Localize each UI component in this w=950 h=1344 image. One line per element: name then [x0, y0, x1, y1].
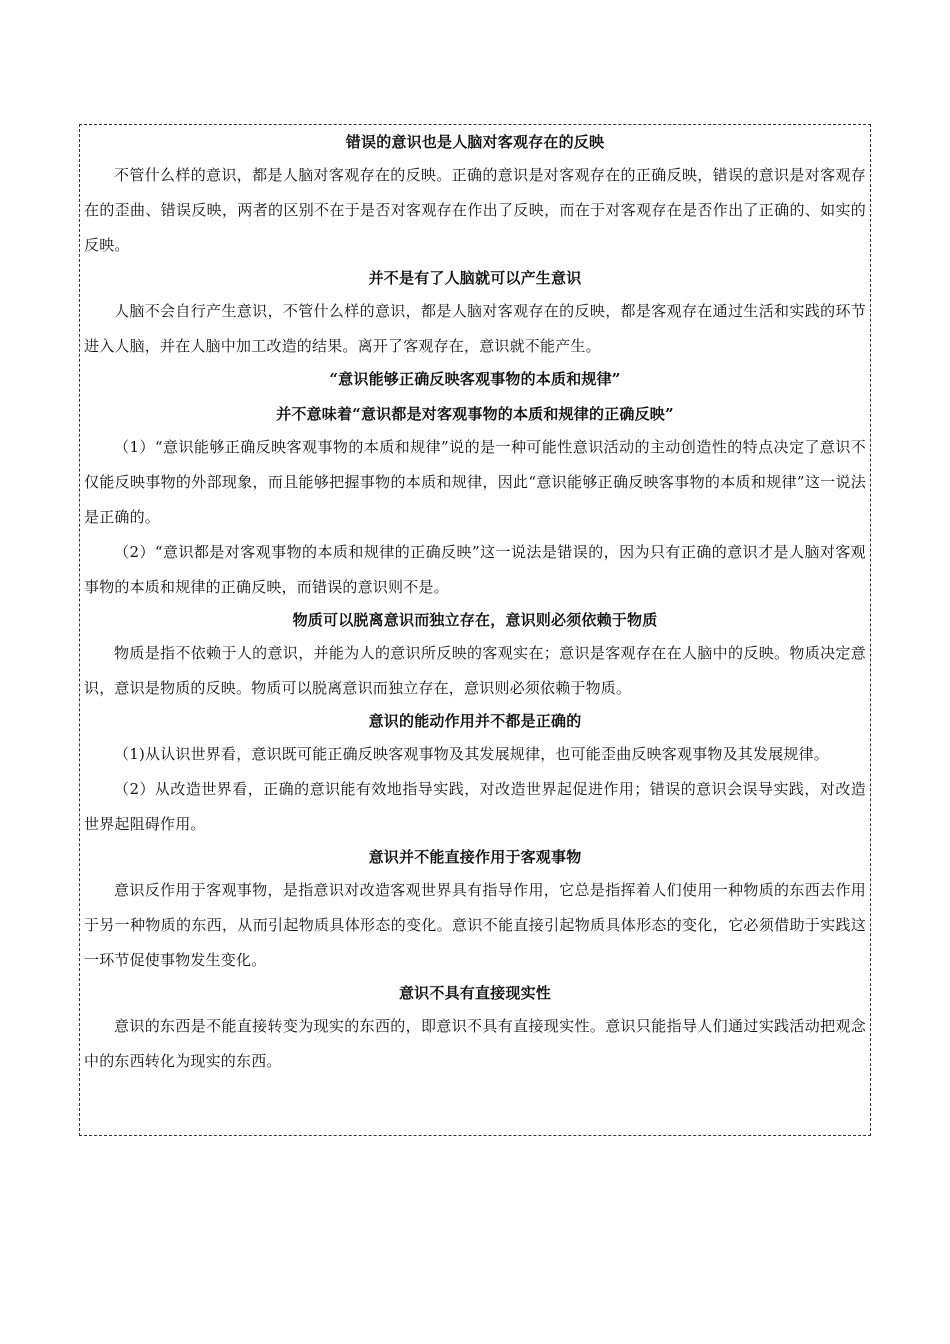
paragraph: 人脑不会自行产生意识，不管什么样的意识，都是人脑对客观存在的反映，都是客观存在通过生活和实践的环节进入人脑，并在人脑中加工改造的结果。离开了客观存在，意识就不能产生。 [84, 302, 866, 355]
paragraph: （1）“意识能够正确反映客观事物的本质和规律”说的是一种可能性意识活动的主动创造性的特点决定了意识不仅能反映事物的外部现象，而且能够把握事物的本质和规律，因此“意识能够正确反映客事物的本质和规律”这一说法是正确的。 [84, 438, 866, 526]
section-heading-line-2: 并不意味着“意识都是对客观事物的本质和规律的正确反映” [276, 405, 674, 423]
section-heading: 物质可以脱离意识而独立存在，意识则必须依赖于物质 [292, 611, 658, 629]
paragraph: （2）“意识都是对客观事物的本质和规律的正确反映”这一说法是错误的，因为只有正确的意识才是人脑对客观事物的本质和规律的正确反映，而错误的意识则不是。 [84, 543, 866, 596]
paragraph: 意识反作用于客观事物，是指意识对改造客观世界具有指导作用，它总是指挥着人们使用一种物质的东西去作用于另一种物质的东西，从而引起物质具体形态的变化。意识不能直接引起物质具体形态的变化，它必须借助于实践这一环节促使事物发生变化。 [84, 881, 866, 969]
section-heading: 意识的能动作用并不都是正确的 [368, 712, 582, 730]
section-heading: 意识不具有直接现实性 [398, 984, 551, 1002]
dashed-content-box [79, 124, 871, 1136]
section-heading: 意识并不能直接作用于客观事物 [368, 848, 582, 866]
section-heading: “意识能够正确反映客观事物的本质和规律” [329, 370, 621, 388]
paragraph: 物质是指不依赖于人的意识，并能为人的意识所反映的客观实在；意识是客观存在在人脑中的反映。物质决定意识，意识是物质的反映。物质可以脱离意识而独立存在，意识则必须依赖于物质。 [84, 644, 866, 697]
paragraph: 不管什么样的意识，都是人脑对客观存在的反映。正确的意识是对客观存在的正确反映，错误的意识是对客观存在的歪曲、错误反映，两者的区别不在于是否对客观存在作出了反映，而在于对客观存在是否作出了正确的、如实的反映。 [84, 166, 866, 254]
section-heading: 并不是有了人脑就可以产生意识 [368, 269, 582, 287]
section-heading: 错误的意识也是人脑对客观存在的反映 [345, 133, 605, 151]
paragraph: （1)从认识世界看，意识既可能正确反映客观事物及其发展规律，也可能歪曲反映客观事物及其发展规律。 [114, 745, 830, 763]
paragraph: 意识的东西是不能直接转变为现实的东西的，即意识不具有直接现实性。意识只能指导人们通过实践活动把观念中的东西转化为现实的东西。 [84, 1017, 866, 1070]
paragraph: （2）从改造世界看，正确的意识能有效地指导实践，对改造世界起促进作用；错误的意识会误导实践，对改造世界起阻碍作用。 [84, 780, 866, 833]
